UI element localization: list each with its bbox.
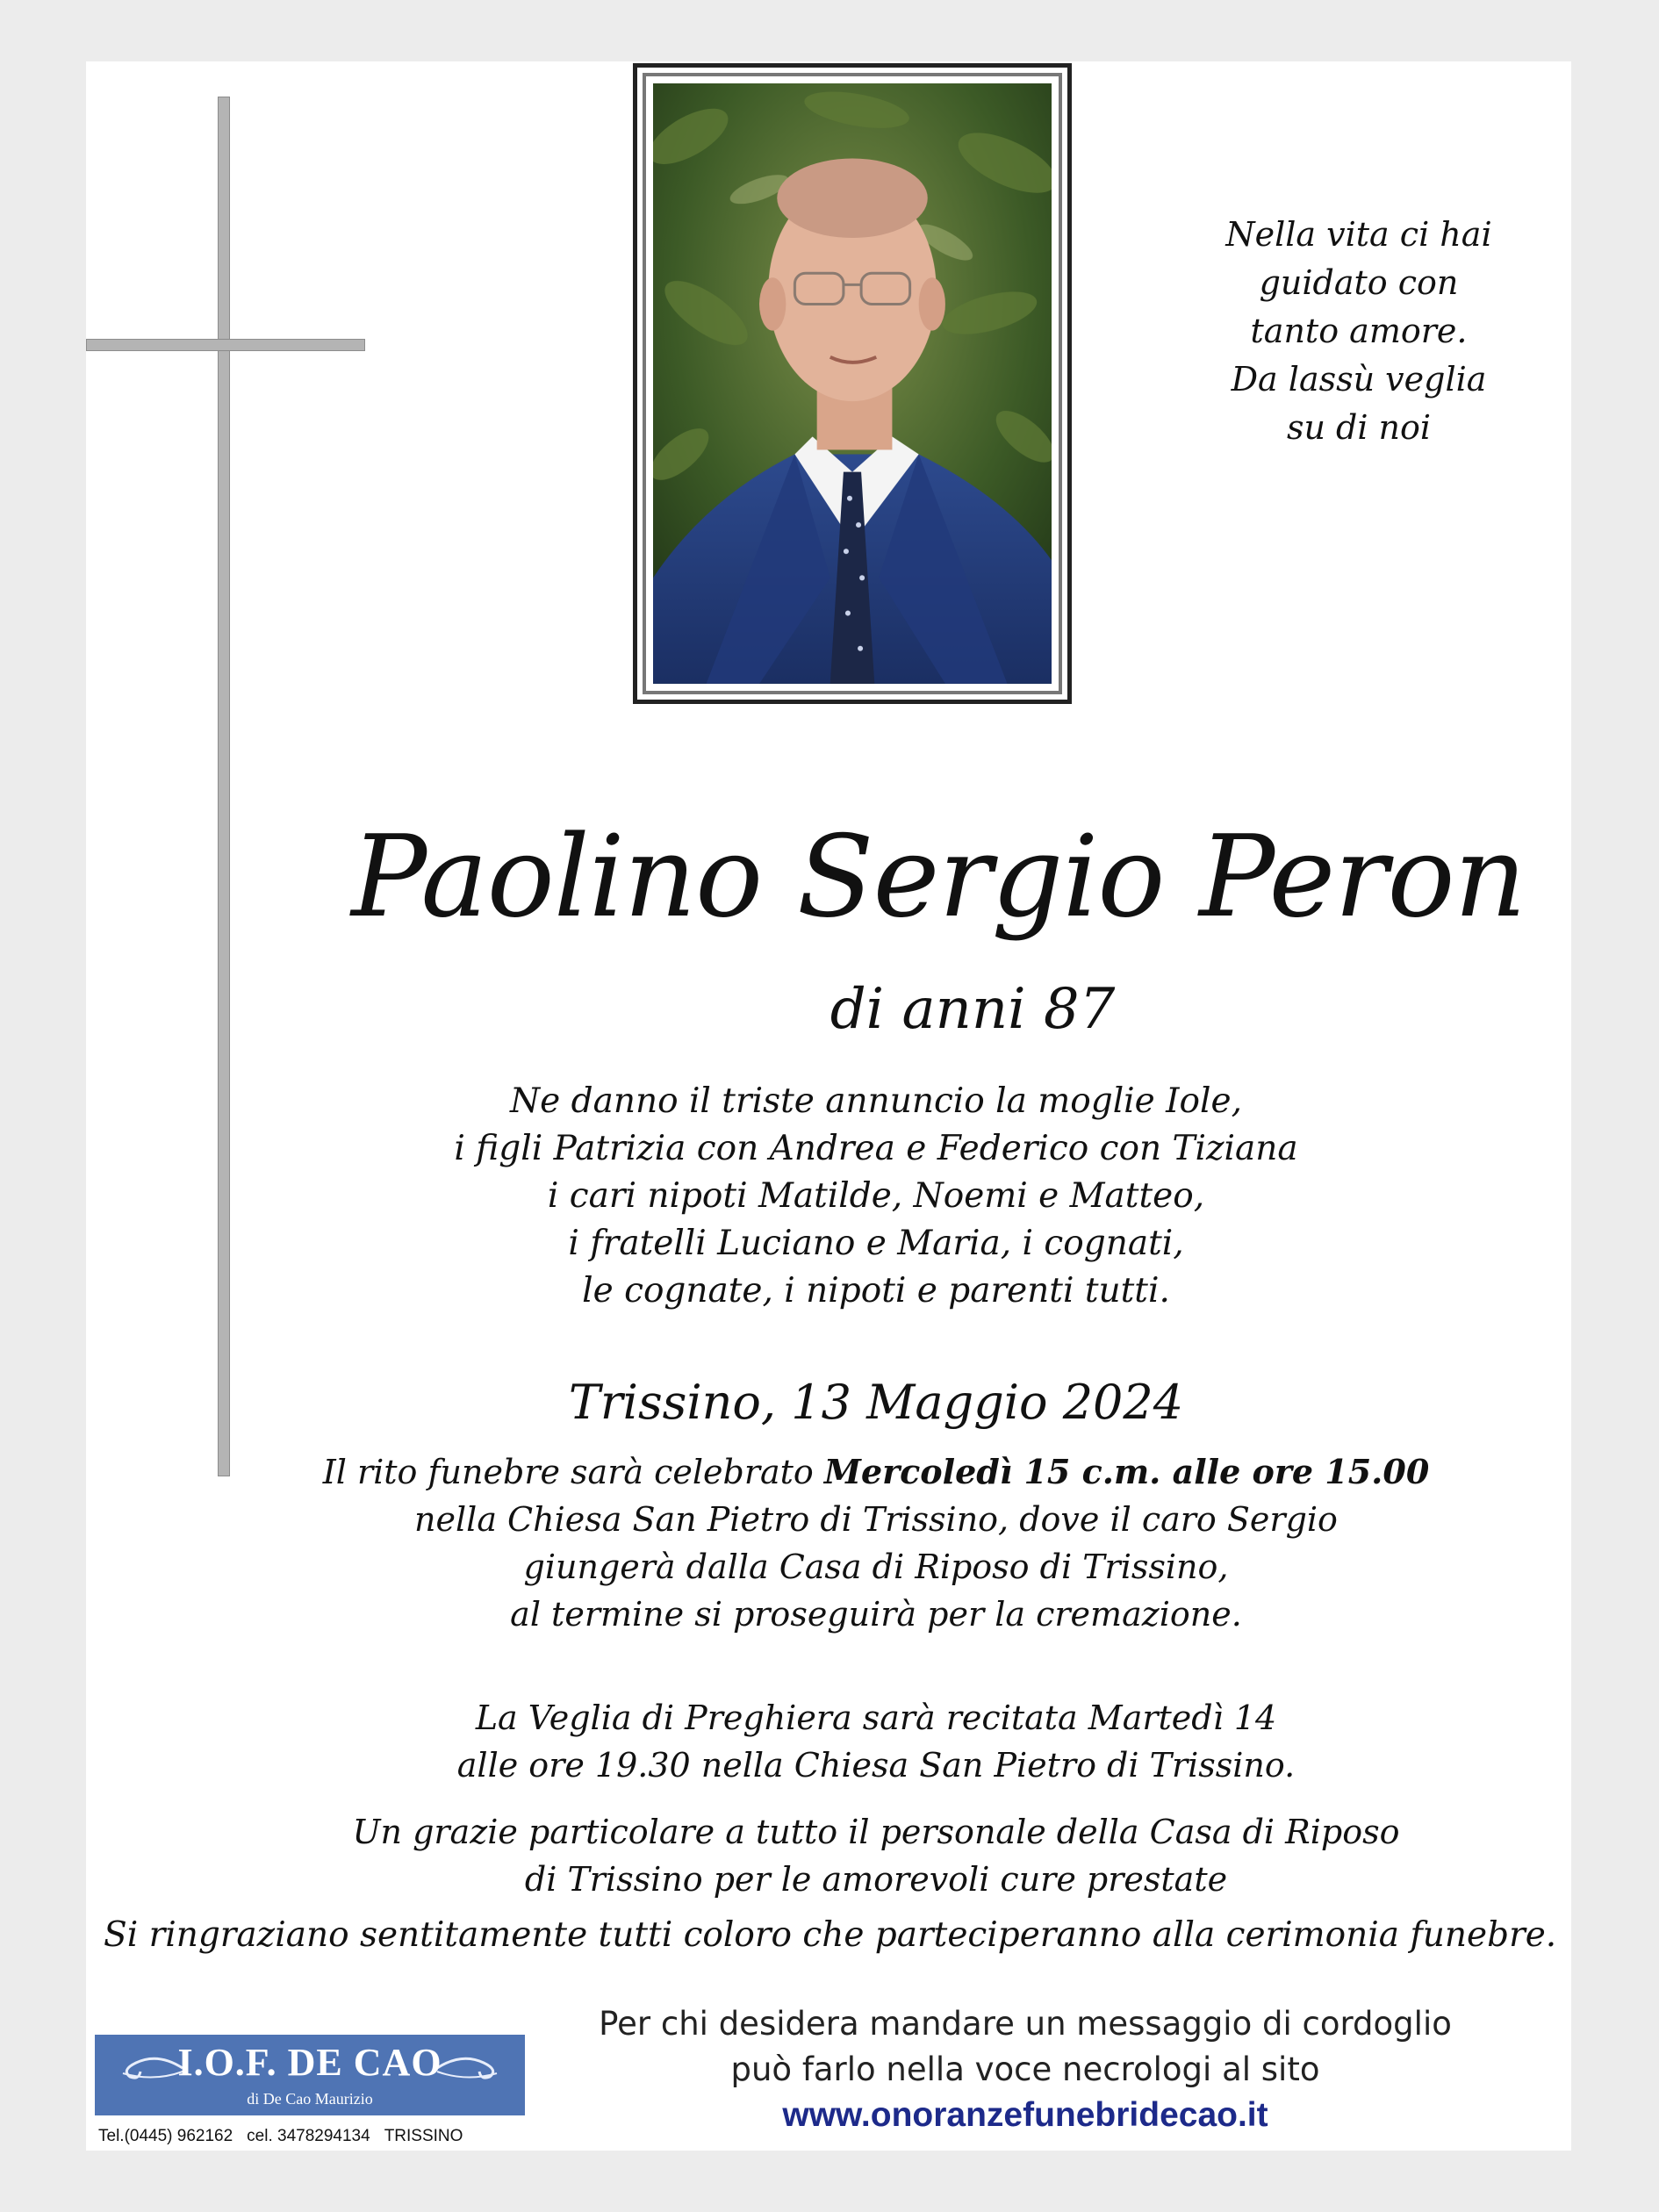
rite-line: nella Chiesa San Pietro di Trissino, dove il caro Sergio — [414, 1500, 1338, 1539]
portrait-photo — [653, 83, 1052, 684]
announcement-line: le cognate, i nipoti e parenti tutti. — [582, 1271, 1170, 1311]
announcement-line: i figli Patrizia con Andrea e Federico con Tiziana — [454, 1129, 1298, 1168]
cross-vertical-bar — [218, 97, 230, 1476]
funeral-home-logo — [95, 2035, 525, 2115]
memorial-verse — [1192, 211, 1526, 452]
cross-horizontal-bar — [86, 339, 365, 351]
thanks-staff-line: di Trissino per le amorevoli cure prestate — [524, 1860, 1228, 1899]
town: TRISSINO — [384, 2127, 463, 2145]
condolence-line: può farlo nella voce necrologi al sito — [730, 2050, 1320, 2088]
verse-line: su di noi — [1286, 408, 1432, 447]
phone-number: Tel.(0445) 962162 — [98, 2127, 233, 2145]
place-date: Trissino, 13 Maggio 2024 — [568, 1375, 1184, 1430]
portrait-frame — [633, 63, 1072, 704]
verse-line: Da lassù veglia — [1231, 360, 1487, 399]
announcement-line: i cari nipoti Matilde, Noemi e Matteo, — [547, 1176, 1205, 1216]
rite-line: giungerà dalla Casa di Riposo di Trissino, — [523, 1548, 1229, 1586]
verse-line: guidato con — [1259, 263, 1459, 302]
obituary-sheet — [86, 61, 1571, 2151]
condolence-info — [542, 2001, 1508, 2138]
rite-line-first — [262, 1448, 1490, 1496]
condolence-line: Per chi desidera mandare un messaggio di cordoglio — [599, 2005, 1452, 2043]
vigil-line: La Veglia di Preghiera sarà recitata Martedì 14 — [475, 1698, 1277, 1737]
funeral-home-subtitle: di De Cao Maurizio — [247, 2090, 373, 2108]
mobile-number: cel. 3478294134 — [247, 2127, 370, 2145]
announcement — [262, 1078, 1490, 1315]
rite-intro: Il rito funebre sarà celebrato — [322, 1453, 824, 1491]
announcement-line: Ne danno il triste annuncio la moglie Iole, — [510, 1081, 1242, 1121]
funeral-home-contacts — [98, 2126, 555, 2147]
thanks-staff-line: Un grazie particolare a tutto il personale della Casa di Riposo — [352, 1813, 1400, 1851]
announcement-line: i fratelli Luciano e Maria, i cognati, — [568, 1224, 1184, 1263]
website-link[interactable]: www.onoranzefunebridecao.it — [782, 2096, 1268, 2134]
verse-line: tanto amore. — [1250, 312, 1468, 350]
vigil-line: alle ore 19.30 nella Chiesa San Pietro di Trissino. — [456, 1746, 1296, 1785]
deceased-age: di anni 87 — [830, 977, 1116, 1042]
funeral-home-name: I.O.F. DE CAO — [177, 2041, 442, 2084]
thanks-all-line: Si ringraziano sentitamente tutti coloro che parteciperanno alla cerimonia funebre. — [104, 1915, 1557, 1955]
portrait-mat — [643, 73, 1062, 694]
thanks-staff — [262, 1808, 1490, 1903]
prayer-vigil — [262, 1694, 1490, 1789]
funeral-rite — [262, 1448, 1490, 1638]
verse-line: Nella vita ci hai — [1225, 215, 1492, 254]
thanks-all — [104, 1912, 1557, 1959]
deceased-name: Paolino Sergio Peron — [351, 812, 1526, 943]
rite-when: Mercoledì 15 c.m. alle ore 15.00 — [823, 1452, 1430, 1491]
rite-line: al termine si proseguirà per la cremazione. — [510, 1595, 1242, 1634]
